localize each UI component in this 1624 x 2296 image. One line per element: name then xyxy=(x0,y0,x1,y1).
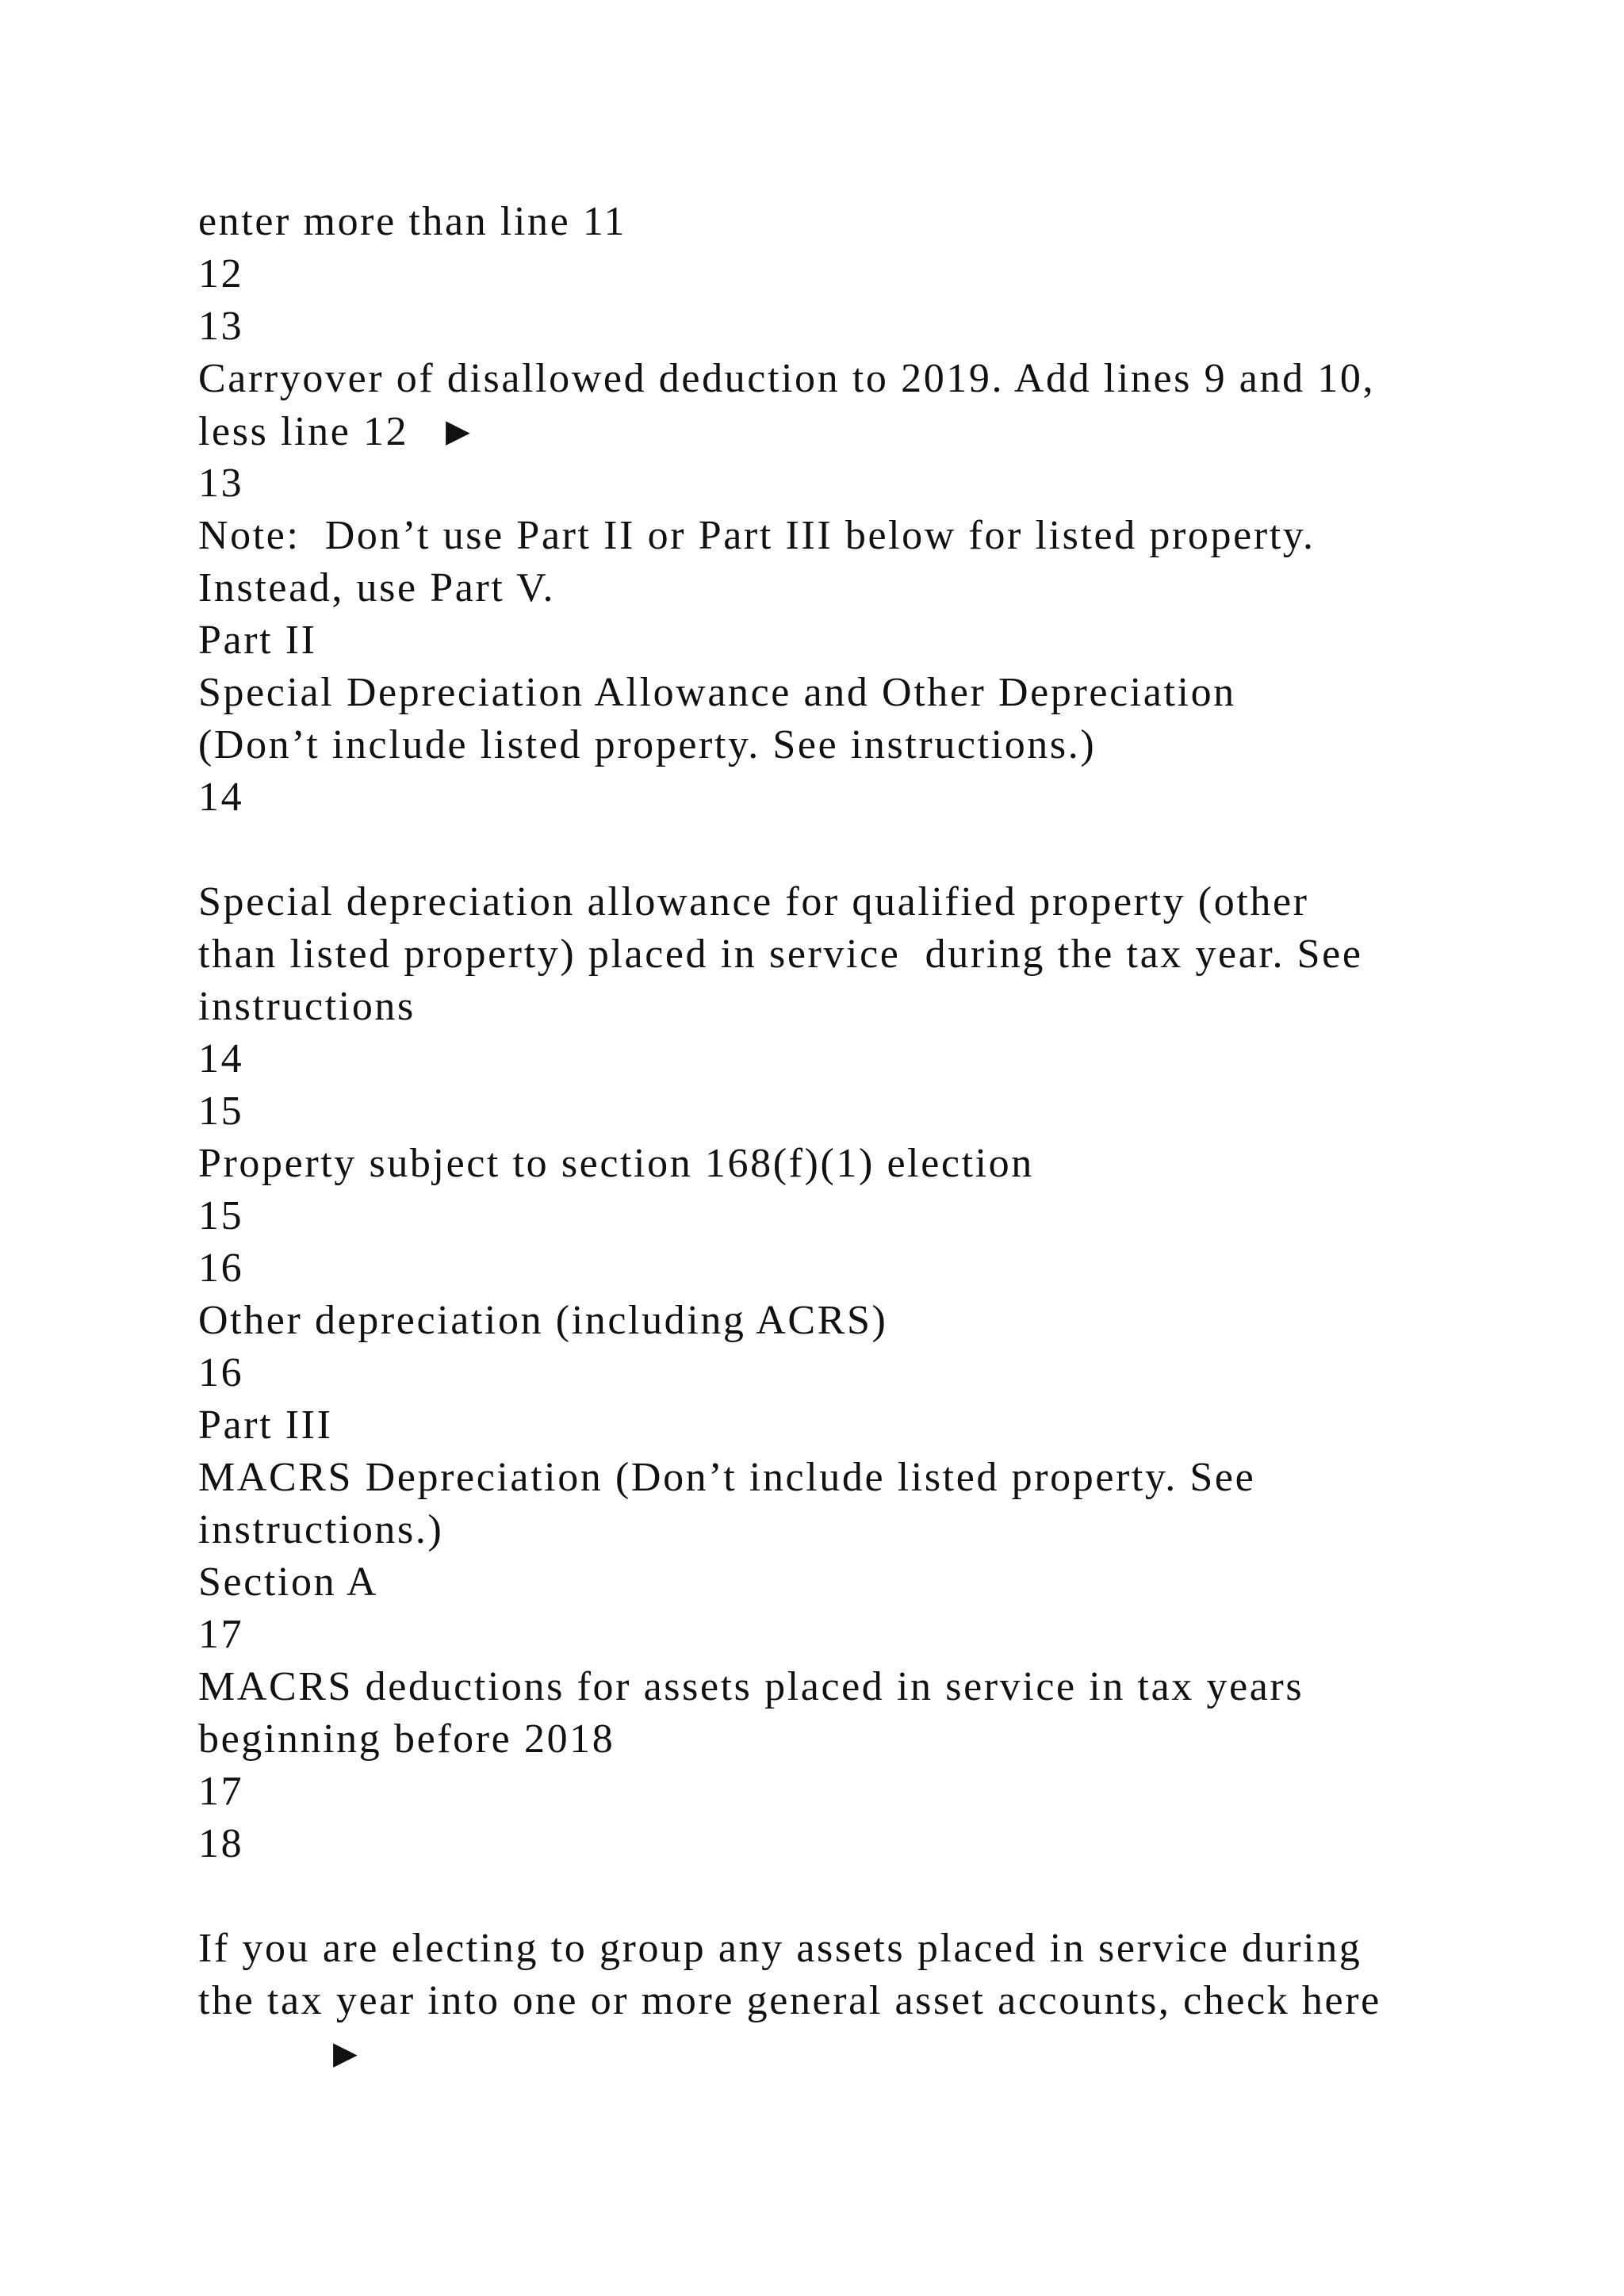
line-number: 13 xyxy=(198,461,244,506)
text-line: If you are electing to group any assets placed in service during xyxy=(198,1926,1362,1971)
line-number: 17 xyxy=(198,1769,244,1814)
line-number: 15 xyxy=(198,1089,244,1134)
part-heading: Part II xyxy=(198,618,317,663)
text-segment: less line 12 xyxy=(198,409,409,454)
line-number: 16 xyxy=(198,1350,244,1395)
text-line: the tax year into one or more general asset accounts, check here xyxy=(198,1978,1381,2023)
line-number: 17 xyxy=(198,1612,244,1657)
line-number: 14 xyxy=(198,775,244,820)
line-number: 13 xyxy=(198,304,244,349)
blank-line xyxy=(198,824,1499,876)
text-line: instructions xyxy=(198,984,416,1029)
text-line-with-arrow xyxy=(198,405,1499,457)
arrow-icon: ▶ xyxy=(446,413,470,450)
text-line: Carryover of disallowed deduction to 2019. Add lines 9 and 10, xyxy=(198,356,1376,401)
form-text-block xyxy=(198,196,1499,2080)
text-line: than listed property) placed in service during the tax year. See xyxy=(198,932,1363,977)
line-number: 15 xyxy=(198,1193,244,1238)
note-line: Instead, use Part V. xyxy=(198,565,556,610)
part-title: MACRS Depreciation (Don’t include listed property. See xyxy=(198,1455,1256,1500)
text-line: enter more than line 11 xyxy=(198,199,627,244)
line-number: 14 xyxy=(198,1036,244,1081)
part-title: Special Depreciation Allowance and Other Depreciation xyxy=(198,670,1236,715)
line-number: 18 xyxy=(198,1821,244,1866)
text-line: MACRS deductions for assets placed in service in tax years xyxy=(198,1664,1304,1709)
part-subtitle: (Don’t include listed property. See instructions.) xyxy=(198,722,1097,767)
note-line: Note: Don’t use Part II or Part III below for listed property. xyxy=(198,513,1316,558)
part-title: instructions.) xyxy=(198,1507,444,1552)
text-line: beginning before 2018 xyxy=(198,1716,615,1762)
part-heading: Part III xyxy=(198,1402,333,1448)
arrow-line xyxy=(198,2027,1499,2080)
line-number: 16 xyxy=(198,1246,244,1291)
text-line: Other depreciation (including ACRS) xyxy=(198,1298,888,1343)
text-line: Special depreciation allowance for qualified property (other xyxy=(198,879,1309,924)
blank-line xyxy=(198,1870,1499,1923)
text-line: Property subject to section 168(f)(1) election xyxy=(198,1141,1034,1186)
line-number: 12 xyxy=(198,251,244,297)
arrow-icon: ▶ xyxy=(333,2035,358,2072)
section-heading: Section A xyxy=(198,1559,379,1605)
